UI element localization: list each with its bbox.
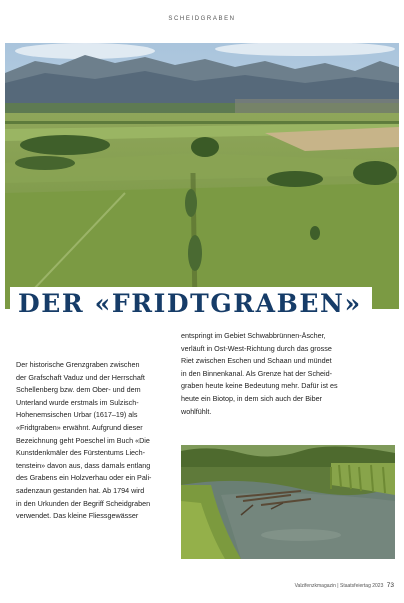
text-line: Unterland wurde erstmals im Sulzisch- [16,397,139,407]
publication-name: Valzifenzkmagazin [294,583,336,589]
text-line: Der historische Grenzgraben zwischen [16,360,140,369]
body-text-right-column [181,330,395,418]
text-line: der Grafschaft Vaduz und der Herrschaft [16,372,145,382]
text-line: Bezeichnung geht Poeschel im Buch «Die [16,435,150,445]
page-number: 73 [386,582,394,589]
text-line: Kunstdenkmäler des Fürstentums Liech- [16,448,146,458]
river-biotope-photo [181,445,395,559]
text-line: wohlfühlt. [181,406,212,416]
text-line: in den Binnenkanal. Als Grenze hat der Scheid- [181,368,333,378]
text-line: sadenzaun gestanden hat. Ab 1794 wird [16,485,145,495]
text-line: des Grabens ein Holzverhau oder ein Pali- [16,473,152,483]
text-line: graben heute keine Bedeutung mehr. Dafür ist es [181,381,338,391]
text-line: Hohenemsischen Urbar (1617–19) als [16,410,138,420]
text-line: verläuft in Ost-West-Richtung durch das grosse [181,343,332,353]
text-line: Riet zwischen Eschen und Schaan und mündet [181,356,332,366]
text-line: tenstein» davon aus, dass damals entlang [16,460,151,470]
text-line: «Fridtgraben» erwähnt. Aufgrund dieser [16,422,143,432]
footer-separator: | [337,583,339,589]
text-line: Schellenberg bzw. dem Ober- und dem [16,385,141,395]
body-text-left-column [16,359,166,523]
text-line: entspringt im Gebiet Schwabbrünnen-Äscher, [181,331,326,340]
text-line: verwendet. Das kleine Fliessgewässer [16,511,139,521]
section-label: SCHEIDGRABEN [168,16,236,22]
text-line: heute ein Biotop, in dem sich auch der Biber [181,393,323,403]
footer-section: Staatsfeiertag [340,583,371,589]
hero-aerial-photo [5,43,399,309]
headline: DER «FRIDTGRABEN» [10,287,372,320]
page-footer [295,582,394,589]
footer-year: 2023 [372,583,384,589]
text-line: in den Urkunden der Begriff Scheidgraben [16,498,151,508]
